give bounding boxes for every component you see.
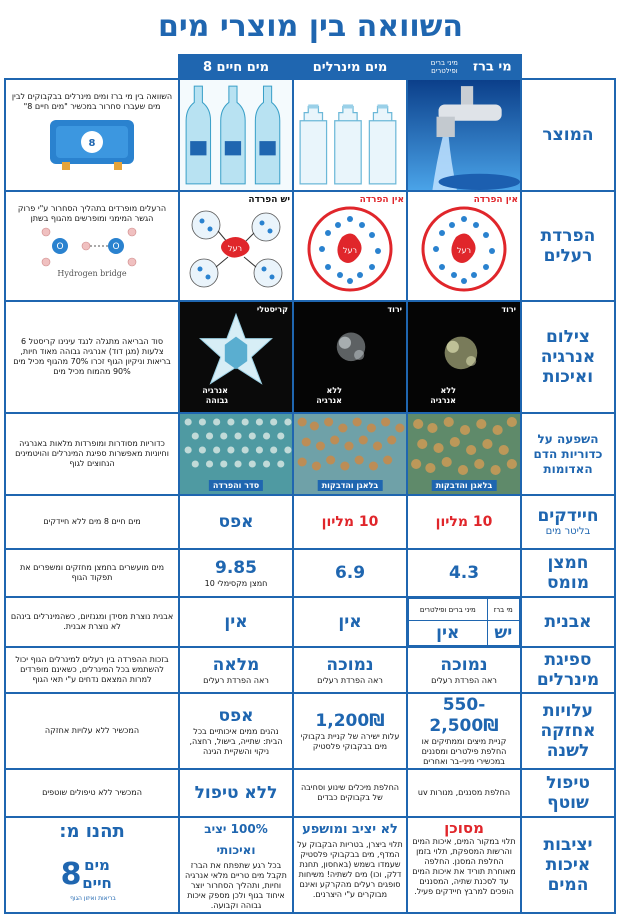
header-mineral: מים מינרלים — [293, 55, 407, 79]
tap-stability — [407, 817, 521, 913]
row-scale-label: אבנית — [521, 597, 615, 647]
chaim-cost-sub: נהנים ממים איכותיים בכל הבית: שתייה, בישול, רחצה, ניקוי והשקיית הגינה — [189, 726, 283, 756]
row-blood — [5, 413, 615, 495]
header-row — [5, 55, 615, 79]
row-blood-desc — [5, 413, 179, 495]
row-oxygen-desc — [5, 549, 179, 597]
tap-cost-sub: קניית מיצים וממתיקים או החלפת פילטרים ומסננים במכשירי מיני-בר ואחרים — [421, 737, 507, 766]
row-stability-label: יציבות איכות המים — [521, 817, 615, 913]
bacteria-label-text: חיידקים — [537, 506, 599, 526]
chaim-bacteria: אפס — [179, 495, 293, 549]
tap-minerals — [407, 647, 521, 693]
chaim-oxygen — [179, 549, 293, 597]
mineral-minerals-sub: ראה הפרדת רעלים — [317, 675, 383, 685]
row-clusters-label: הפרדת רעלים — [521, 191, 615, 301]
header-chaim: מים חיים 8 — [179, 55, 293, 79]
chaim-service: ללא טיפול — [179, 769, 293, 817]
stability-cta — [5, 817, 179, 913]
row-crystal-label: צילום אנרגיה ואיכות — [521, 301, 615, 413]
header-tap-label: מי ברז — [472, 59, 512, 75]
tap-clusters-label: אין הפרדה — [473, 195, 518, 205]
brand-logo — [9, 846, 175, 910]
row-service-label: טיפול שוטף — [521, 769, 615, 817]
mineral-stability — [293, 817, 407, 913]
service-desc-text: המכשיר ללא טיפולים שוטפים — [42, 788, 142, 797]
tap-stability-value: מסוכן — [444, 819, 484, 837]
header-empty — [521, 55, 615, 79]
row-product — [5, 79, 615, 191]
mineral-minerals-value: נמוכה — [326, 654, 374, 675]
brand-logo-icon — [57, 846, 127, 906]
chaim-poison-text: רעל — [227, 244, 243, 253]
tap-crystal-bottom: ללא אנרגיה — [430, 386, 456, 405]
row-crystal — [5, 301, 615, 413]
cluster-circle-icon — [412, 205, 516, 293]
tap-oxygen: 4.3 — [407, 549, 521, 597]
header-tap-sub: מיני ברים ופילטרים — [430, 59, 458, 75]
chaim-minerals-sub: ראה הפרדת רעלים — [203, 675, 269, 685]
mineral-cost-value: 1,200₪ — [315, 710, 385, 731]
chaim-crystal-corner: קריסטלי — [256, 305, 288, 314]
tap-service: החלפת מסננים, מנורות uv — [407, 769, 521, 817]
faucet-icon — [408, 80, 520, 190]
chaim-stability-value: 100% יציב ואיכותי — [204, 822, 268, 857]
tap-scale-head2: מיני ברים ופילטרים — [409, 599, 488, 621]
logo-tag-text: בריאות ואיזון הגוף — [70, 894, 116, 902]
separated-clusters-icon — [184, 205, 288, 293]
mineral-crystal-corner: ירוד — [387, 305, 402, 314]
mineral-cost-sub: עלות ישירה של קניית בקבוקי מים בבקבוקי פלסטיק — [300, 731, 400, 751]
logo-num-text: 8 — [60, 856, 82, 892]
tap-blood — [407, 413, 521, 495]
mineral-crystal — [293, 301, 407, 413]
blood-label-text: השפעה על כדוריות הדם האדומות — [533, 431, 603, 476]
svg-text:O: O — [56, 242, 64, 252]
mineral-minerals — [293, 647, 407, 693]
logo-bottom-text: חיים — [82, 873, 112, 892]
scale-desc-text: אבנית נוצרת מסידן ומגנזיום, כשהמינרלים בינהם לא נוצרת אבנית. — [10, 612, 174, 631]
mineral-poison-text: רעל — [342, 246, 358, 255]
clusters-desc-text: הרעלים מופרדים בתהליך הסחרור ע"י פרוק הגשר המימני ומופרשים מהגוף בשתן — [17, 204, 167, 223]
row-oxygen-label: חמצן מומס — [521, 549, 615, 597]
chaim-cost — [179, 693, 293, 769]
mineral-stability-sub: תלוי ביצרן, בטריות הבקבוק על המדף, מים בבקבוקי פלסטיק שעמדו בשמש (באחסון, תחנת דלק, וכו) מים לשתיה! משיחות סופגים רעלים מהקרקע ואינם מבוקרים ע"י היצרנים. — [297, 840, 403, 899]
bacteria-label-sub: בליטר מים — [545, 526, 591, 537]
chaim-stability-sub: בכל רגע שתפתח את הברז תקבל מים טריים מלאי אנרגיה וחיות, ותהליך הסחרור יוצר איחוד בגוף ולכן מספק איכות גבוהה וקבועה. — [185, 861, 287, 910]
row-crystal-desc — [5, 301, 179, 413]
minerals-desc-text: בזכות ההפרדה בין רעלים למינרלים הגוף יכול להשתמש בכל המינרלים, כשאינם מופרדים למרות המצאם נדחים ע"י תאי הגוף — [15, 655, 169, 684]
chaim-stability — [179, 817, 293, 913]
chaim-crystal-bottom: אנרגיה גבוהה — [202, 386, 228, 405]
tap-minerals-sub: ראה הפרדת רעלים — [431, 675, 497, 685]
bridge-text: Hydrogen bridge — [57, 269, 127, 278]
hydrogen-bridge-icon — [40, 224, 144, 284]
row-oxygen — [5, 549, 615, 597]
product-desc-text: השוואה בין מי ברז ומים מינרלים בבקבוקים לבין מים שעברו סחרור במכשיר "מים חיים 8" — [11, 92, 173, 111]
chaim-scale: אין — [179, 597, 293, 647]
plastic-bottles-icon — [294, 80, 406, 190]
row-stability — [5, 817, 615, 913]
tap-cost — [407, 693, 521, 769]
row-clusters-desc — [5, 191, 179, 301]
blood-desc-text: כדוריות מסודרות ומופרדות מלאות באנרגיה וחיוניות מאפשרות ספיגת המינרלים והויטמינים הנחוצים לגוף — [15, 439, 169, 468]
chaim-clusters — [179, 191, 293, 301]
row-minerals — [5, 647, 615, 693]
tap-bacteria: 10 מליון — [407, 495, 521, 549]
chaim-clusters-label: יש הפרדה — [248, 195, 290, 205]
row-clusters — [5, 191, 615, 301]
glass-bottles-icon — [180, 80, 292, 190]
tap-photo — [407, 79, 521, 191]
chaim-blood — [179, 413, 293, 495]
mineral-clusters — [293, 191, 407, 301]
svg-text:8: 8 — [88, 138, 96, 149]
device-icon — [42, 116, 142, 174]
svg-text:O: O — [112, 242, 120, 252]
row-product-desc — [5, 79, 179, 191]
row-cost — [5, 693, 615, 769]
mineral-oxygen: 6.9 — [293, 549, 407, 597]
mineral-blood-tag: בלאגן והדבקות — [318, 480, 383, 491]
mineral-bacteria: 10 מליון — [293, 495, 407, 549]
cost-desc-text: המכשיר ללא עלויות אחזקה — [44, 726, 140, 735]
oxygen-desc-text: מים מועשרים בחמצן מחזקים ומשפרים את תפקוד הגוף — [19, 563, 165, 582]
chaim-oxygen-value: 9.85 — [215, 557, 257, 578]
crystal-desc-text: סוד הבריאה מתגלה לנגד עינינו קריסטל 6 צלעות (מגן דוד) אנרגיה גבוהה מאוד חיות, בריאות וניקיון הגוף זכרו 70% מהגוף מכיל מים 90% מהמוח מכיל מים — [13, 337, 171, 376]
row-bacteria — [5, 495, 615, 549]
mineral-stability-value: לא יציב ומושפע — [302, 822, 398, 837]
tap-scale-head1: מי ברז — [487, 599, 519, 621]
row-service — [5, 769, 615, 817]
tap-scale — [407, 597, 521, 647]
chaim-cost-value: אפס — [218, 705, 254, 726]
row-minerals-desc — [5, 647, 179, 693]
tap-clusters — [407, 191, 521, 301]
chaim-minerals-value: מלאה — [212, 654, 260, 675]
tap-poison-text: רעל — [456, 246, 472, 255]
tap-blood-tag: בלאגן והדבקות — [432, 480, 497, 491]
tap-scale-no: אין — [409, 621, 488, 646]
row-cost-desc — [5, 693, 179, 769]
tap-cost-value: 550-2,500₪ — [429, 695, 499, 736]
row-scale-desc — [5, 597, 179, 647]
header-desc-empty — [5, 55, 179, 79]
mineral-cost — [293, 693, 407, 769]
mineral-crystal-bottom: ללא אנרגיה — [316, 386, 342, 405]
mineral-scale: אין — [293, 597, 407, 647]
tap-scale-split — [408, 598, 520, 646]
chaim-crystal — [179, 301, 293, 413]
tap-crystal — [407, 301, 521, 413]
tap-crystal-corner: ירוד — [501, 305, 516, 314]
tap-minerals-value: נמוכה — [440, 654, 488, 675]
chaim-photo — [179, 79, 293, 191]
row-bacteria-label — [521, 495, 615, 549]
header-tap — [407, 55, 521, 79]
mineral-service: החלפת מיכלים שינוע וסחיבה של בקבוקים כבדים — [293, 769, 407, 817]
tap-stability-sub: תלוי במקור המים, איכות המים והרשות המספקת, תלוי בזמן החלפת המסנן. החלפה מאוחרת תוריד את איכות המים עד לסכנת שתיה, המסננים הופכים למרבץ חיידקים פעיל. — [412, 837, 516, 896]
bacteria-desc-text: מים חיים 8 מים ללא חיידקים — [43, 517, 141, 526]
chaim-minerals — [179, 647, 293, 693]
chaim-blood-tag: סדר והפרדה — [209, 480, 263, 491]
cluster-circle-icon — [298, 205, 402, 293]
row-bacteria-desc — [5, 495, 179, 549]
mineral-clusters-label: אין הפרדה — [359, 195, 404, 205]
row-minerals-label: ספיגת מינרלים — [521, 647, 615, 693]
logo-top-text: מים — [84, 855, 110, 874]
comparison-table — [4, 54, 616, 914]
tap-scale-yes: יש — [487, 621, 519, 646]
mineral-photo — [293, 79, 407, 191]
page-title: השוואה בין מוצרי מים — [157, 9, 464, 44]
cta-text: תהנו מ: — [59, 820, 125, 842]
mineral-blood — [293, 413, 407, 495]
row-blood-label — [521, 413, 615, 495]
row-product-label: המוצר — [521, 79, 615, 191]
row-cost-label: עלויות אחזקה לשנה — [521, 693, 615, 769]
chaim-oxygen-sub: חמצן מקסימלי 10 — [204, 578, 268, 588]
row-service-desc — [5, 769, 179, 817]
row-scale — [5, 597, 615, 647]
